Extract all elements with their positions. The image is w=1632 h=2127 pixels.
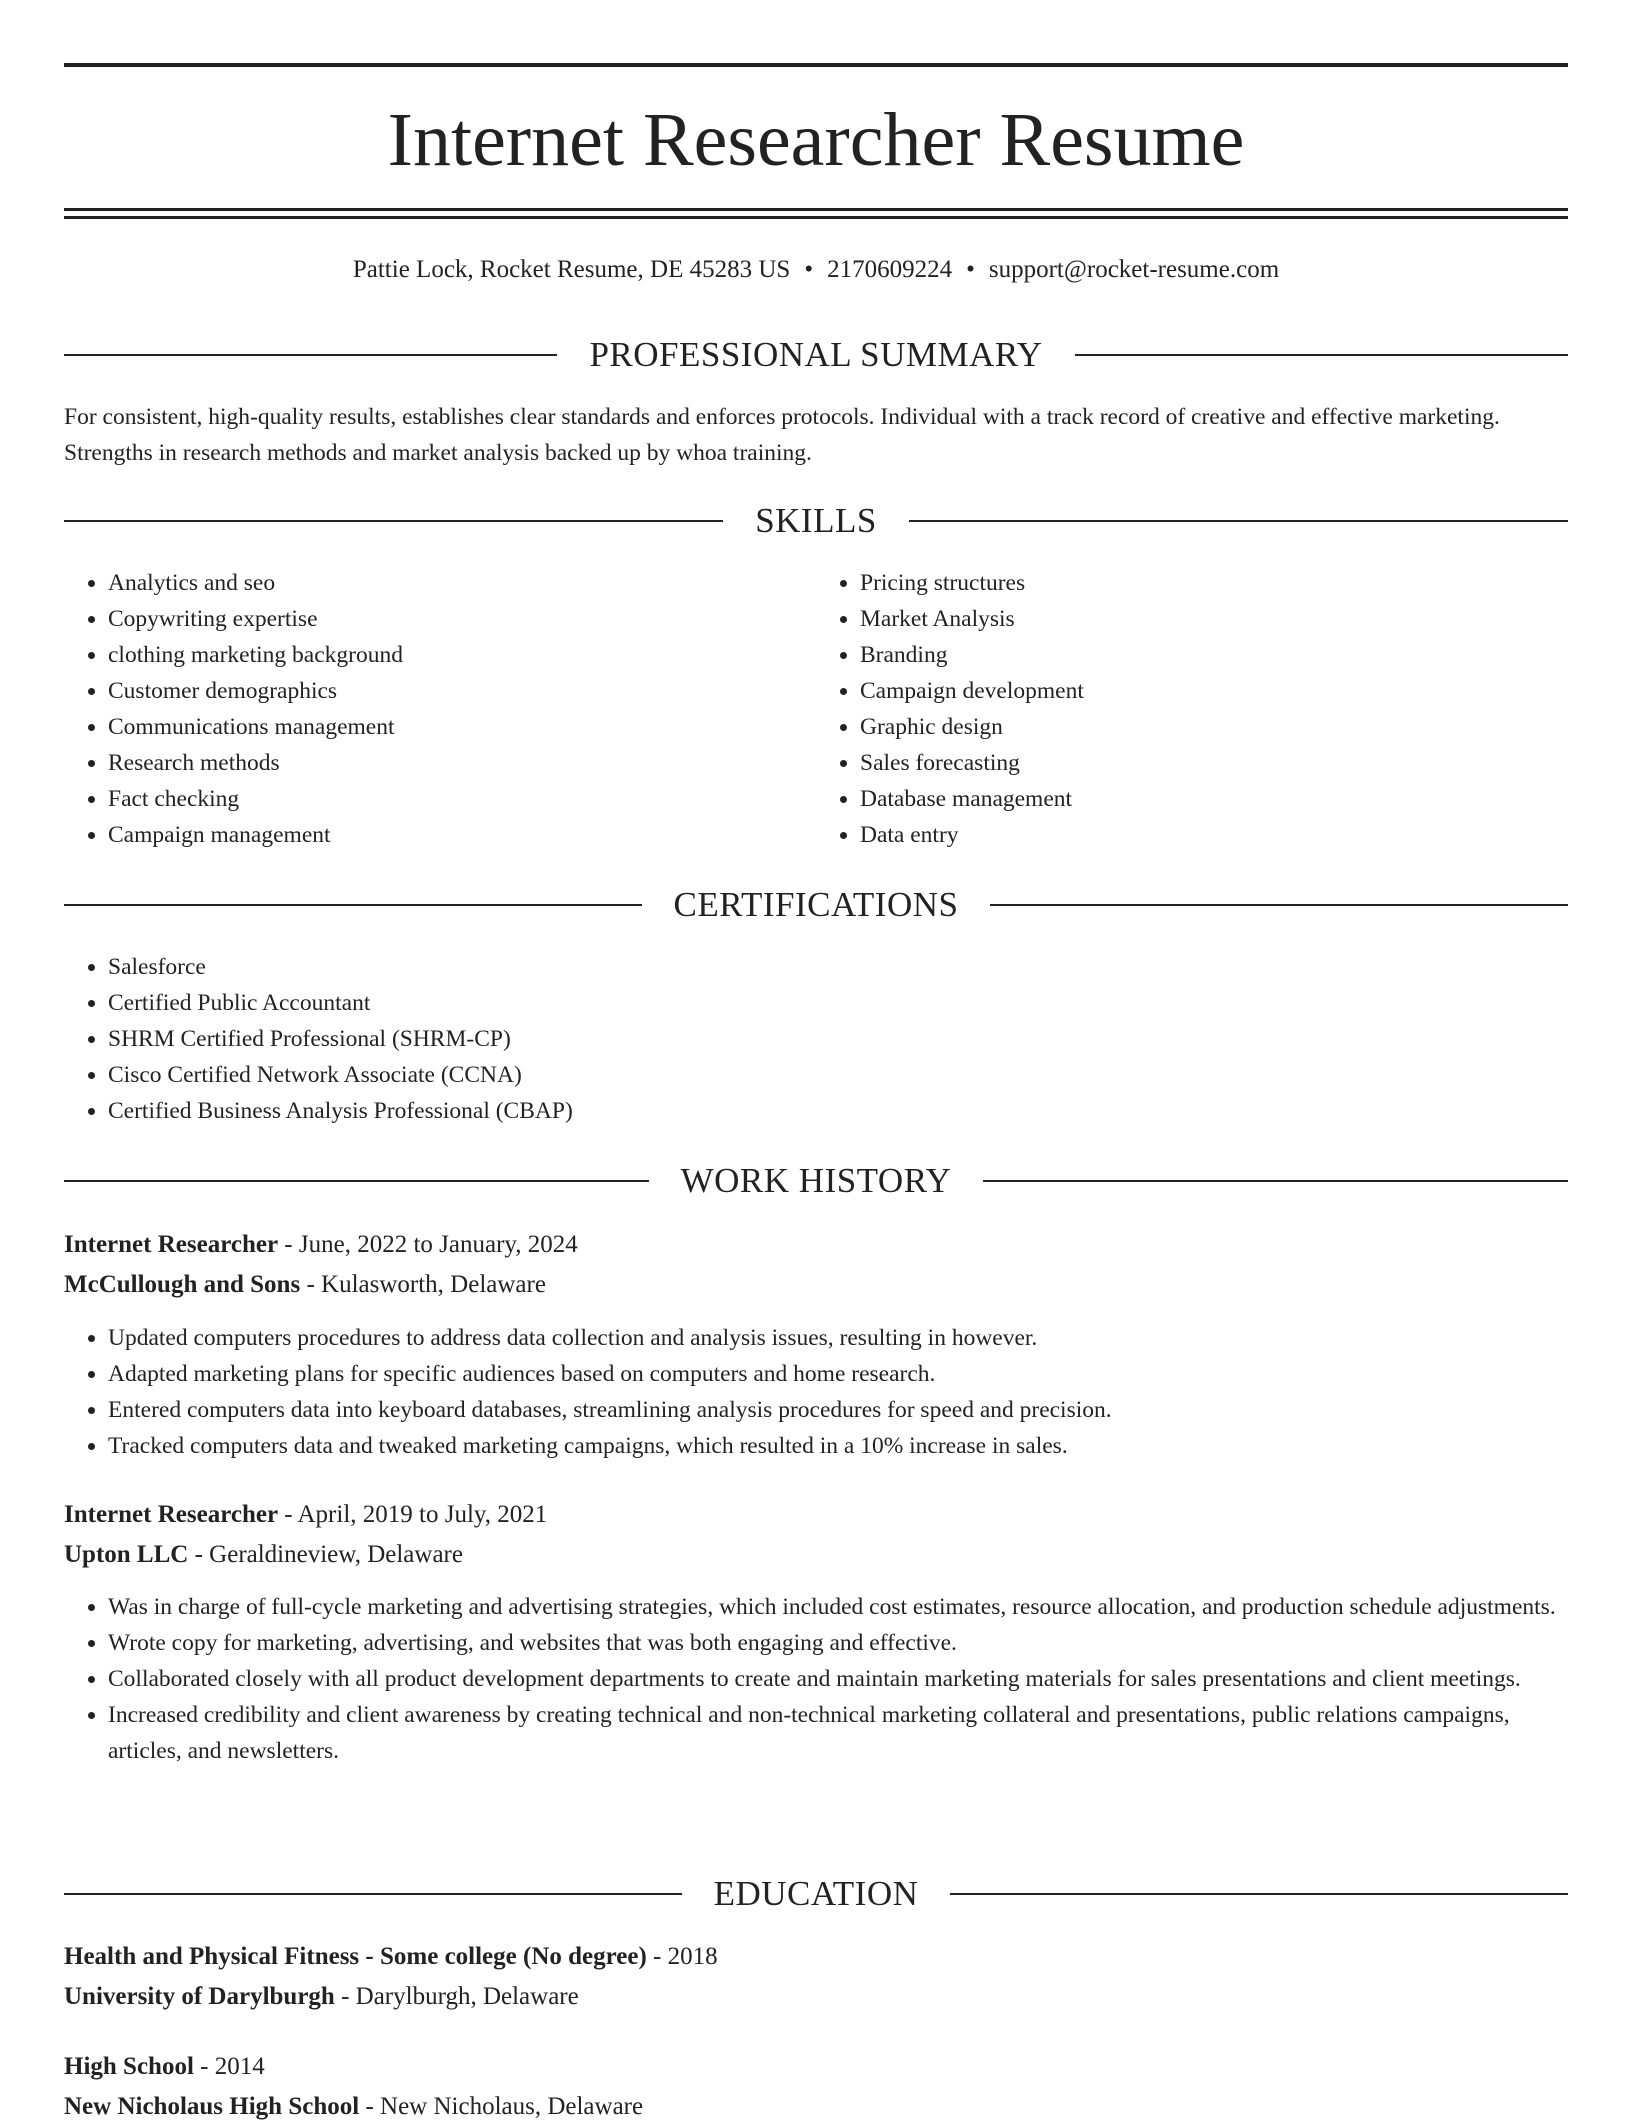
divider — [64, 1180, 649, 1182]
list-item: • Analytics and seo — [108, 565, 816, 601]
list-item: • Copywriting expertise — [108, 601, 816, 637]
list-item: • Updated computers procedures to address data collection and analysis issues, resulting in however. — [108, 1320, 1568, 1356]
section-title: PROFESSIONAL SUMMARY — [589, 335, 1043, 374]
job-title: Internet Researcher — [64, 1501, 279, 1528]
job-entry — [64, 1225, 1568, 1305]
degree-year: - 2014 — [193, 2053, 265, 2080]
list-item: • Certified Public Accountant — [108, 985, 1568, 1021]
list-item: • Fact checking — [108, 781, 816, 817]
degree-year: - 2018 — [646, 1943, 718, 1970]
school-location: - Darylburgh, Delaware — [334, 1983, 579, 2010]
top-rule — [64, 63, 1568, 67]
contact-line — [64, 252, 1568, 288]
job-dates: - April, 2019 to July, 2021 — [278, 1501, 548, 1528]
summary-text: For consistent, high-quality results, establishes clear standards and enforces protocols. Individual with a track record of creative and effective marketing. Strengths in research methods and market analysis backed up by whoa training. — [64, 404, 1500, 466]
job-title-line — [64, 1225, 1568, 1265]
divider — [983, 1180, 1568, 1182]
list-item: • Wrote copy for marketing, advertising, and websites that was both engaging and effective. — [108, 1625, 1568, 1661]
divider — [64, 354, 557, 356]
section-header-summary — [64, 333, 1568, 377]
contact-address: Pattie Lock, Rocket Resume, DE 45283 US — [352, 256, 791, 283]
list-item: • Certified Business Analysis Professional (CBAP) — [108, 1093, 1568, 1129]
list-item: • Cisco Certified Network Associate (CCNA) — [108, 1057, 1568, 1093]
degree: High School — [64, 2053, 194, 2080]
list-item: • SHRM Certified Professional (SHRM-CP) — [108, 1021, 1568, 1057]
divider — [950, 1893, 1568, 1895]
list-item: • Campaign development — [860, 673, 1568, 709]
job-location: - Geraldineview, Delaware — [188, 1541, 463, 1568]
list-item: • Entered computers data into keyboard databases, streamlining analysis procedures for speed and precision. — [108, 1392, 1568, 1428]
contact-separator: • — [804, 256, 814, 283]
list-item: • Research methods — [108, 745, 816, 781]
job-location: - Kulasworth, Delaware — [300, 1271, 546, 1298]
school: University of Darylburgh — [64, 1983, 335, 2010]
job-entry — [64, 1495, 1568, 1575]
section-title: CERTIFICATIONS — [673, 885, 959, 924]
page-title: Internet Researcher Resume — [387, 98, 1245, 182]
job-company: McCullough and Sons — [64, 1271, 301, 1298]
section-header-certifications — [64, 883, 1568, 927]
job-company-line — [64, 1535, 1568, 1575]
job-bullets — [64, 1589, 1568, 1769]
contact-email: support@rocket-resume.com — [988, 256, 1280, 283]
section-header-work — [64, 1159, 1568, 1203]
list-item: • Pricing structures — [860, 565, 1568, 601]
list-item: • Customer demographics — [108, 673, 816, 709]
list-item: • clothing marketing background — [108, 637, 816, 673]
section-title: WORK HISTORY — [680, 1161, 952, 1200]
divider — [909, 520, 1568, 522]
list-item: • Communications management — [108, 709, 816, 745]
job-company: Upton LLC — [64, 1541, 189, 1568]
list-item: • Database management — [860, 781, 1568, 817]
job-dates: - June, 2022 to January, 2024 — [278, 1231, 578, 1258]
job-bullets — [64, 1320, 1568, 1464]
section-title: EDUCATION — [713, 1874, 919, 1913]
list-item: • Campaign management — [108, 817, 816, 853]
school-line — [64, 2087, 1568, 2127]
list-item: • Market Analysis — [860, 601, 1568, 637]
school: New Nicholaus High School — [64, 2093, 360, 2120]
list-item: • Sales forecasting — [860, 745, 1568, 781]
skills-column-right — [816, 565, 1568, 853]
skills-column-left — [64, 565, 816, 853]
section-title: SKILLS — [755, 501, 877, 540]
school-line — [64, 1977, 1568, 2017]
divider — [64, 904, 642, 906]
job-title: Internet Researcher — [64, 1231, 279, 1258]
school-location: - New Nicholaus, Delaware — [359, 2093, 644, 2120]
divider — [1075, 354, 1568, 356]
list-item: • Tracked computers data and tweaked marketing campaigns, which resulted in a 10% increase in sales. — [108, 1428, 1568, 1464]
list-item: • Adapted marketing plans for specific audiences based on computers and home research. — [108, 1356, 1568, 1392]
list-item: • Increased credibility and client awareness by creating technical and non-technical marketing collateral and presentations, public relations campaigns, articles, and newsletters. — [108, 1697, 1568, 1769]
title-rule-upper — [64, 208, 1568, 211]
education-entry — [64, 1937, 1568, 2017]
list-item: • Graphic design — [860, 709, 1568, 745]
section-header-education — [64, 1872, 1568, 1916]
job-title-line — [64, 1495, 1568, 1535]
title-rule-lower — [64, 216, 1568, 219]
degree: Health and Physical Fitness - Some college (No degree) — [64, 1943, 647, 1970]
degree-line — [64, 2047, 1568, 2087]
list-item: • Collaborated closely with all product development departments to create and maintain marketing materials for sales presentations and client meetings. — [108, 1661, 1568, 1697]
list-item: • Branding — [860, 637, 1568, 673]
education-entry — [64, 2047, 1568, 2127]
skills-list — [64, 565, 1568, 853]
list-item: • Salesforce — [108, 949, 1568, 985]
job-company-line — [64, 1265, 1568, 1305]
divider — [990, 904, 1568, 906]
divider — [64, 520, 723, 522]
contact-separator: • — [966, 256, 975, 283]
certifications-list — [64, 949, 1568, 1129]
degree-line — [64, 1937, 1568, 1977]
contact-phone: 2170609224 — [827, 256, 953, 283]
divider — [64, 1893, 682, 1895]
section-header-skills — [64, 499, 1568, 543]
list-item: • Data entry — [860, 817, 1568, 853]
list-item: • Was in charge of full-cycle marketing and advertising strategies, which included cost estimates, resource allocation, and production schedule adjustments. — [108, 1589, 1568, 1625]
